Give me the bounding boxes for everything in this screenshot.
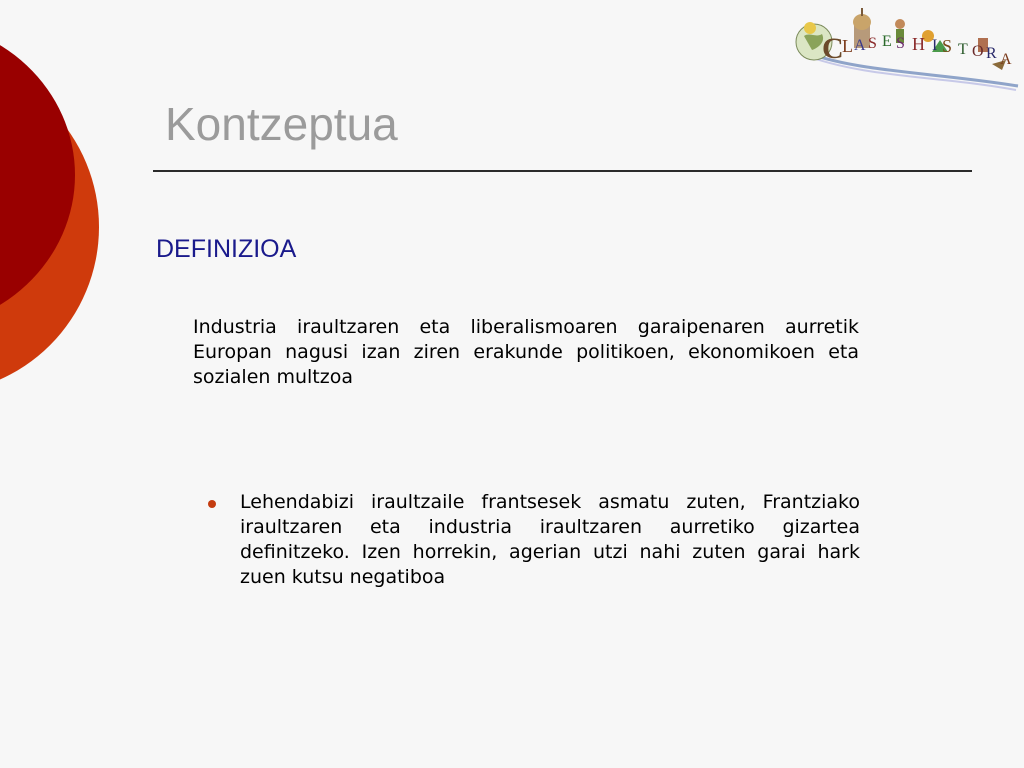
section-heading: DEFINIZIOA [156, 235, 297, 263]
svg-text:S: S [942, 36, 953, 56]
svg-text:S: S [868, 35, 877, 52]
title-divider [153, 170, 972, 172]
slide-title: Kontzeptua [165, 98, 398, 150]
svg-text:C: C [822, 32, 844, 65]
bullet-dot-icon [208, 500, 216, 508]
svg-text:T: T [958, 41, 968, 58]
definition-text: Industria iraultzaren eta liberalismoaren garaipenaren aurretik Europan nagusi izan ziren erakunde politikoen, ekonomikoen eta sozialen multzoa [193, 316, 859, 388]
bullet-text: Lehendabizi iraultzaile frantsesek asmatu zuten, Frantziako iraultzaren eta industria iraultzaren aurretiko gizartea definitzeko. Izen horrekin, agerian utzi nahi zuten garai hark zuen kutsu negatiboa [240, 491, 860, 588]
svg-text:A: A [854, 37, 866, 54]
bullet-list [205, 490, 860, 590]
svg-text:A: A [1000, 51, 1012, 68]
svg-text:E: E [882, 33, 892, 50]
svg-text:R: R [986, 45, 997, 62]
bullet-item [205, 490, 860, 590]
svg-text:H: H [912, 34, 925, 54]
svg-text:L: L [842, 36, 853, 56]
history-class-logo-icon [782, 2, 1020, 92]
svg-text:O: O [972, 43, 984, 60]
svg-text:I: I [932, 37, 938, 54]
svg-text:S: S [896, 35, 905, 52]
